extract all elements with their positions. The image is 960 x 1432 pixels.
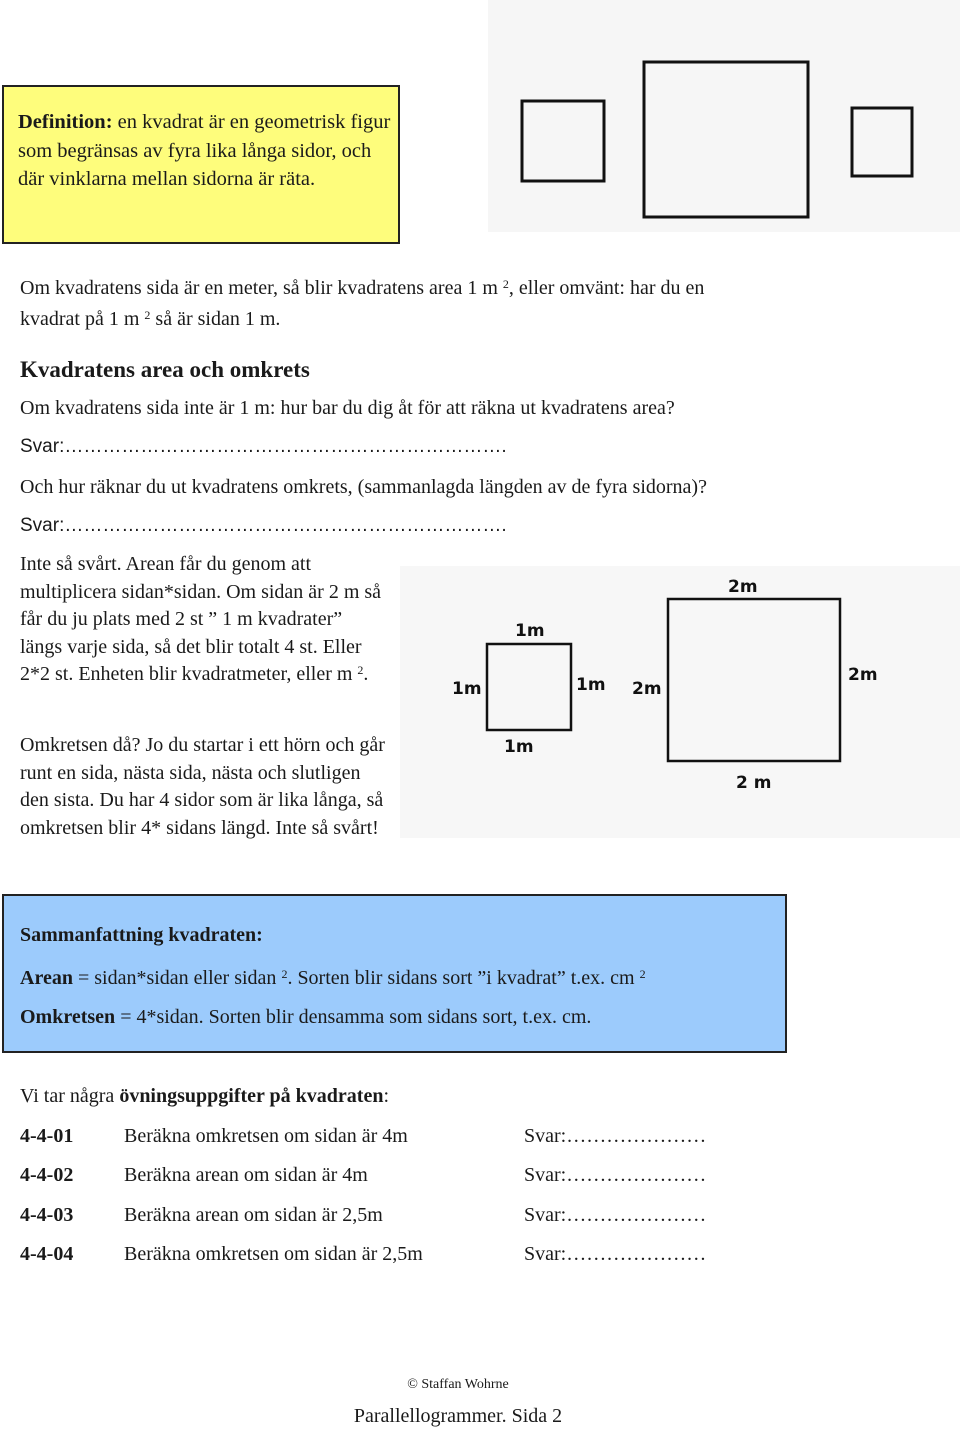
exercise-answer: Svar:………………… bbox=[524, 1204, 707, 1226]
label-small-right: 1m bbox=[576, 675, 606, 695]
superscript: 2 bbox=[144, 308, 151, 322]
exercise-answer: Svar:………………… bbox=[524, 1125, 707, 1147]
exercise-code: 4-4-02 bbox=[20, 1164, 74, 1186]
summary-area-text: = sidan*sidan eller sidan bbox=[72, 967, 277, 989]
area-explanation-text: Inte så svårt. Arean får du genom att multiplicera sidan*sidan. Om sidan är 2 m så får du ju plats med 2 st ” 1 m kvadrater” längs varje sida, så det blir totalt 4 st. Eller 2*2 st. Enheten blir kvadratmeter, eller m bbox=[20, 553, 382, 685]
exercise-code: 4-4-03 bbox=[20, 1204, 74, 1226]
intro-text-1a: Om kvadratens sida är en meter, så blir kvadratens area 1 m bbox=[20, 277, 498, 299]
question-area: Om kvadratens sida inte är 1 m: hur bar du dig åt för att räkna ut kvadratens area? bbox=[20, 397, 675, 419]
summary-perimeter-label: Omkretsen bbox=[20, 1006, 116, 1028]
definition-label: Definition: bbox=[18, 111, 113, 133]
superscript: 2 bbox=[502, 277, 509, 291]
footer-copyright: © Staffan Wohrne bbox=[407, 1377, 509, 1392]
exercise-task: Beräkna arean om sidan är 2,5m bbox=[124, 1204, 383, 1226]
footer-page: Parallellogrammer. Sida 2 bbox=[353, 1405, 563, 1427]
label-big-bottom: 2 m bbox=[736, 773, 772, 793]
intro-text-2a: kvadrat på 1 m bbox=[20, 308, 140, 330]
intro-line-2 bbox=[20, 307, 280, 331]
summary-title: Sammanfattning kvadraten: bbox=[20, 924, 263, 946]
exercise-task: Beräkna arean om sidan är 4m bbox=[124, 1164, 368, 1186]
label-big-right: 2m bbox=[848, 665, 878, 685]
exercises-intro-c: : bbox=[383, 1085, 390, 1107]
exercise-code: 4-4-04 bbox=[20, 1243, 74, 1265]
superscript: 2 bbox=[281, 967, 288, 981]
label-small-bottom: 1m bbox=[504, 737, 534, 757]
exercises-intro-a: Vi tar några bbox=[20, 1085, 120, 1107]
superscript: 2 bbox=[639, 967, 646, 981]
exercises-intro-b: övningsuppgifter på kvadraten bbox=[119, 1085, 384, 1107]
answer-line-perimeter: Svar:……………………………………………………………. bbox=[20, 515, 507, 536]
area-explanation-end: . bbox=[363, 663, 369, 685]
exercise-answer: Svar:………………… bbox=[524, 1164, 707, 1186]
intro-text-1b: , eller omvänt: har du en bbox=[508, 277, 705, 299]
summary-perimeter bbox=[20, 1005, 591, 1029]
area-explanation bbox=[20, 551, 385, 689]
question-perimeter: Och hur räknar du ut kvadratens omkrets, (sammanlagda längden av de fyra sidorna)? bbox=[20, 476, 707, 498]
label-small-top: 1m bbox=[515, 621, 545, 641]
exercise-code: 4-4-01 bbox=[20, 1125, 74, 1147]
intro-line-1 bbox=[20, 276, 704, 300]
exercise-task: Beräkna omkretsen om sidan är 2,5m bbox=[124, 1243, 423, 1265]
summary-area-label: Arean bbox=[20, 967, 73, 989]
summary-perimeter-text: = 4*sidan. Sorten blir densamma som sidans sort, t.ex. cm. bbox=[115, 1006, 592, 1028]
exercises-intro bbox=[20, 1084, 389, 1108]
label-big-left: 2m bbox=[632, 679, 662, 699]
summary-area-text-2: . Sorten blir sidans sort ”i kvadrat” t.ex. cm bbox=[287, 967, 635, 989]
intro-text-2b: så är sidan 1 m. bbox=[150, 308, 281, 330]
label-small-left: 1m bbox=[452, 679, 482, 699]
square-side-diagram bbox=[400, 566, 960, 838]
squares-illustration bbox=[488, 0, 960, 232]
definition-body: en kvadrat är en geometrisk figur som begränsas av fyra lika långa sidor, och där vinklarna mellan sidorna är räta. bbox=[18, 111, 391, 190]
answer-line-area: Svar:……………………………………………………………. bbox=[20, 436, 507, 457]
exercise-answer: Svar:………………… bbox=[524, 1243, 707, 1265]
section-title: Kvadratens area och omkrets bbox=[20, 357, 310, 382]
summary-area bbox=[20, 966, 646, 990]
exercise-task: Beräkna omkretsen om sidan är 4m bbox=[124, 1125, 408, 1147]
superscript: 2 bbox=[357, 663, 364, 677]
definition-text bbox=[18, 108, 398, 194]
perimeter-explanation: Omkretsen då? Jo du startar i ett hörn och går runt en sida, nästa sida, nästa och slutligen den sista. Du har 4 sidor som är lika långa, så omkretsen blir 4* sidans längd. Inte så svårt! bbox=[20, 734, 385, 839]
label-big-top: 2m bbox=[728, 577, 758, 597]
